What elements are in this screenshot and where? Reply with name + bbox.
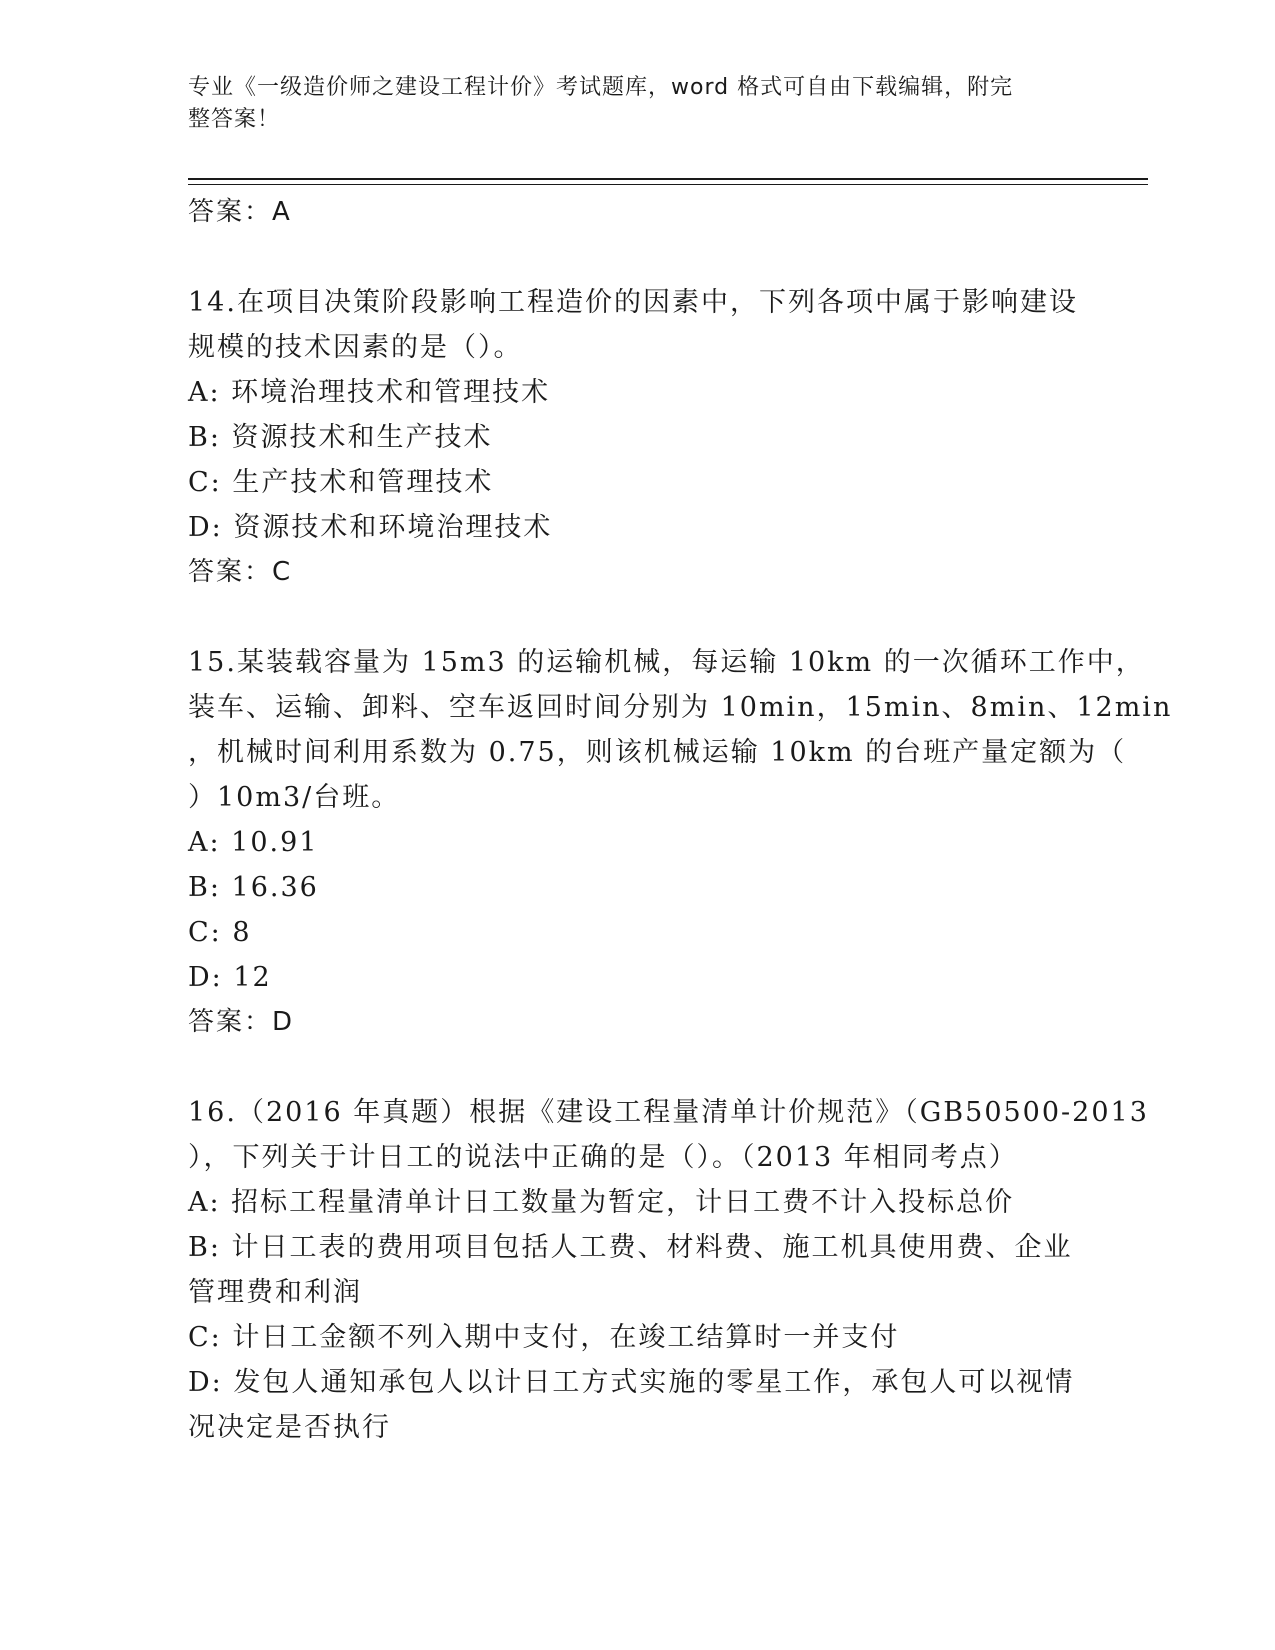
question-15-line-3: ，机械时间利用系数为 0.75，则该机械运输 10km 的台班产量定额为（ [188, 737, 1127, 768]
question-15-option-d: D: 12 [188, 962, 272, 993]
question-15-option-b: B: 16.36 [188, 872, 319, 903]
header-line-1: 专业《一级造价师之建设工程计价》考试题库，word 格式可自由下载编辑，附完 [188, 75, 1014, 100]
question-14-line-1: 14.在项目决策阶段影响工程造价的因素中，下列各项中属于影响建设 [188, 287, 1078, 318]
header-line-2: 整答案！ [188, 107, 281, 132]
question-14-option-d: D: 资源技术和环境治理技术 [188, 512, 553, 543]
question-15-line-2: 装车、运输、卸料、空车返回时间分别为 10min，15min、8min、12min [188, 692, 1173, 723]
question-16-option-a: A: 招标工程量清单计日工数量为暂定，计日工费不计入投标总价 [188, 1187, 1015, 1218]
spacer [188, 235, 1088, 280]
question-16-option-c: C: 计日工金额不列入期中支付，在竣工结算时一并支付 [188, 1322, 900, 1353]
header-rule-thin [188, 184, 1148, 185]
question-16-option-d-cont: 况决定是否执行 [188, 1412, 391, 1443]
question-15 [188, 640, 1173, 1045]
spacer [188, 1045, 1088, 1090]
question-14-option-c: C: 生产技术和管理技术 [188, 467, 494, 498]
question-14 [188, 280, 1088, 595]
question-16-line-2: ），下列关于计日工的说法中正确的是（）。（2013 年相同考点） [188, 1142, 1018, 1173]
question-15-option-c: C: 8 [188, 917, 252, 948]
question-14-option-b: B: 资源技术和生产技术 [188, 422, 493, 453]
question-14-option-a: A: 环境治理技术和管理技术 [188, 377, 551, 408]
question-16-option-d: D: 发包人通知承包人以计日工方式实施的零星工作，承包人可以视情 [188, 1367, 1075, 1398]
question-16-line-1: 16.（2016 年真题）根据《建设工程量清单计价规范》（GB50500-2013 [188, 1097, 1149, 1128]
page-header [188, 72, 1068, 136]
spacer [188, 595, 1088, 640]
question-15-answer: 答案：D [188, 1007, 295, 1037]
question-16-option-b: B: 计日工表的费用项目包括人工费、材料费、施工机具使用费、企业 [188, 1232, 1073, 1263]
question-14-line-2: 规模的技术因素的是（）。 [188, 332, 523, 363]
header-rule-thick [188, 178, 1148, 180]
question-15-line-4: ）10m3/台班。 [188, 782, 401, 813]
question-16-option-b-cont: 管理费和利润 [188, 1277, 362, 1308]
question-15-option-a: A: 10.91 [188, 827, 319, 858]
question-14-answer: 答案：C [188, 557, 293, 587]
question-15-line-1: 15.某装载容量为 15m3 的运输机械，每运输 10km 的一次循环工作中， [188, 647, 1145, 678]
previous-answer: 答案：A [188, 197, 292, 227]
question-16 [188, 1090, 1149, 1450]
question-content [188, 190, 1173, 1450]
